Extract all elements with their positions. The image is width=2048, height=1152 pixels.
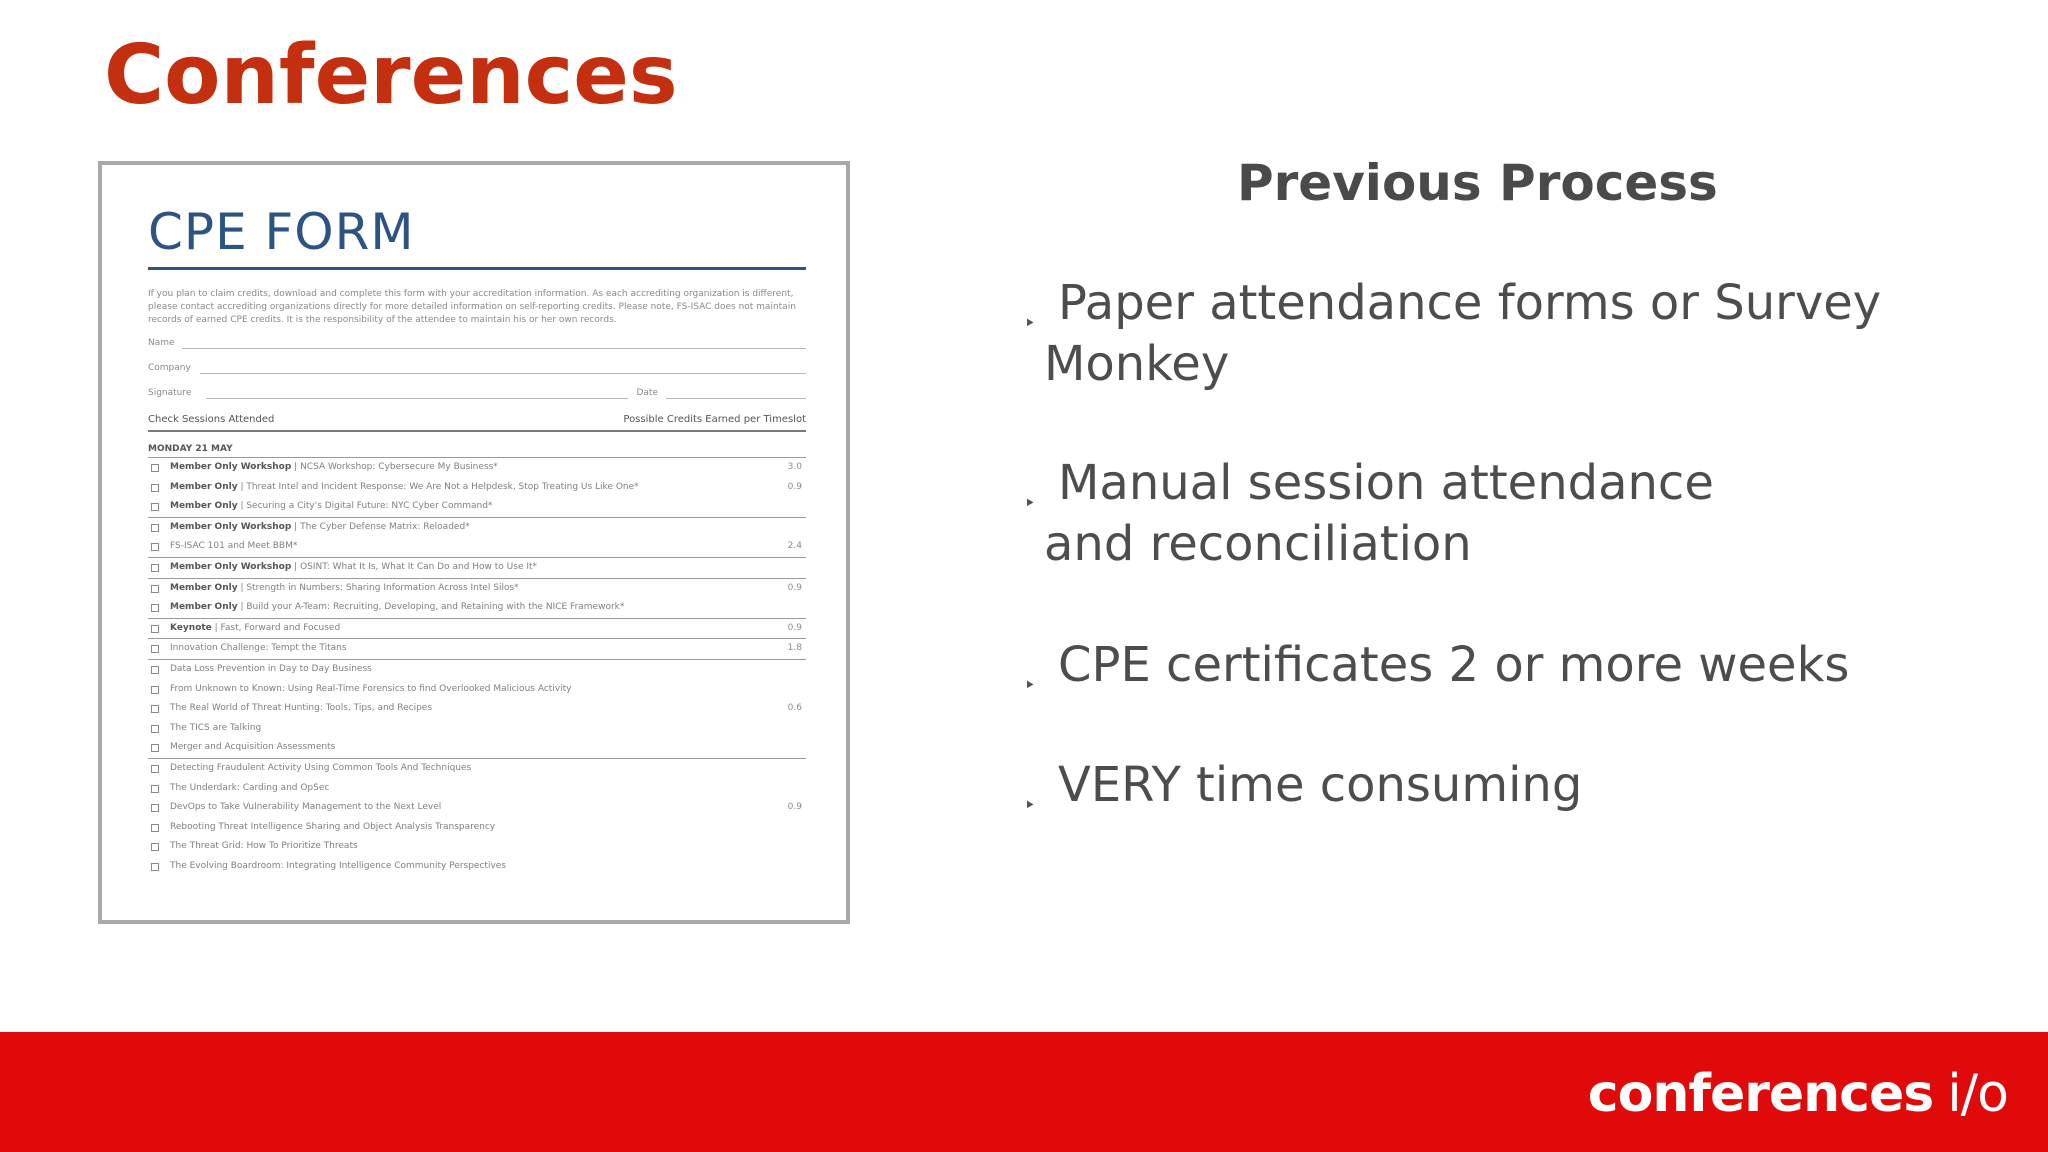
- session-text: | NCSA Workshop: Cybersecure My Business*: [291, 462, 498, 472]
- bullet-marker-icon: ‣: [1024, 793, 1036, 817]
- session-checkbox[interactable]: [151, 503, 159, 511]
- session-checkbox[interactable]: [151, 625, 159, 633]
- session-text: Merger and Acquisition Assessments: [170, 742, 336, 753]
- session-credit: 0.9: [787, 582, 802, 593]
- session-text: Innovation Challenge: Tempt the Titans: [170, 643, 347, 654]
- session-text: | Threat Intel and Incident Response: We Are Not a Helpdesk, Stop Treating Us Like One*: [237, 481, 639, 492]
- session-row: [148, 719, 806, 739]
- session-type: Member Only: [170, 501, 238, 512]
- session-type: Member Only: [170, 582, 238, 593]
- form-title: CPE FORM: [148, 203, 415, 261]
- day-heading: MONDAY 21 MAY: [148, 444, 806, 458]
- session-title: [170, 802, 441, 812]
- session-row: [148, 558, 806, 579]
- form-intro: If you plan to claim credits, download and complete this form with your accreditation information. As each accrediting organization is different, please contact accrediting organizations directly for more detailed information on self-reporting credits. Please note, FS-ISAC does not maintain records of earned CPE credits. It is the responsibility of the attendee to maintain his or her own records.: [148, 289, 796, 325]
- session-row: [148, 619, 806, 640]
- bullet-text: Paper attendance forms or Survey: [1058, 275, 1882, 331]
- session-credit: 0.9: [787, 802, 802, 813]
- session-row: [148, 639, 806, 660]
- session-checkbox[interactable]: [151, 725, 159, 733]
- brand-name: conferences: [1587, 1064, 1934, 1124]
- session-type: Keynote: [170, 622, 212, 633]
- cpe-form-image: [98, 161, 850, 924]
- session-row: [148, 857, 806, 877]
- session-row: [148, 779, 806, 799]
- session-row: [148, 497, 806, 518]
- slide-title: Conferences: [104, 28, 678, 123]
- session-text: Detecting Fraudulent Activity Using Common Tools And Techniques: [170, 762, 472, 773]
- session-checkbox[interactable]: [151, 863, 159, 871]
- session-title: [170, 522, 470, 532]
- session-checkbox[interactable]: [151, 785, 159, 793]
- session-text: The Evolving Boardroom: Integrating Intelligence Community Perspectives: [170, 860, 506, 871]
- session-title: [170, 602, 624, 612]
- date-rule: [666, 398, 806, 399]
- session-checkbox[interactable]: [151, 524, 159, 532]
- session-credit: 1.8: [787, 643, 802, 654]
- session-row: [148, 759, 806, 779]
- session-title: [170, 763, 471, 773]
- form-title-rule: [148, 267, 806, 270]
- session-text: FS-ISAC 101 and Meet BBM*: [170, 541, 298, 552]
- session-text: Data Loss Prevention in Day to Day Business: [170, 663, 372, 674]
- bullet-item: [1024, 755, 1964, 816]
- session-type: Member Only Workshop: [170, 521, 292, 532]
- session-checkbox[interactable]: [151, 666, 159, 674]
- session-credit: 3.0: [787, 462, 802, 472]
- session-row: [148, 598, 806, 619]
- session-title: [170, 583, 519, 593]
- sessions-header: [148, 414, 806, 432]
- session-text: | Securing a City's Digital Future: NYC Cyber Command*: [237, 501, 493, 512]
- session-credit: 2.4: [787, 541, 802, 552]
- session-row: [148, 518, 806, 538]
- session-checkbox[interactable]: [151, 744, 159, 752]
- cpe-form: [148, 203, 806, 876]
- session-checkbox[interactable]: [151, 765, 159, 773]
- session-checkbox[interactable]: [151, 464, 159, 472]
- session-checkbox[interactable]: [151, 543, 159, 551]
- signature-field: [148, 377, 806, 402]
- session-title: [170, 861, 506, 871]
- session-text: The Real World of Threat Hunting: Tools, Tips, and Recipes: [170, 703, 433, 714]
- session-title: [170, 664, 372, 674]
- session-checkbox[interactable]: [151, 824, 159, 832]
- sessions-label: Check Sessions Attended: [148, 414, 275, 425]
- session-title: [170, 462, 498, 472]
- bullet-item: [1024, 635, 1964, 696]
- session-text: | Fast, Forward and Focused: [211, 622, 341, 633]
- name-rule: [182, 348, 806, 349]
- bullet-text-continued: Monkey: [1044, 336, 1230, 392]
- session-type: Member Only: [170, 602, 238, 613]
- session-row: [148, 537, 806, 558]
- session-text: | Build your A-Team: Recruiting, Developing, and Retaining with the NICE Framework*: [237, 602, 625, 613]
- bullet-text: CPE certificates 2 or more weeks: [1058, 637, 1850, 693]
- session-title: [170, 541, 297, 551]
- session-text: From Unknown to Known: Using Real-Time Forensics to find Overlooked Malicious Activity: [170, 683, 572, 694]
- session-title: [170, 643, 347, 653]
- bullet-text: Manual session attendance: [1058, 455, 1714, 511]
- bullet-item: [1024, 273, 1964, 395]
- session-row: [148, 818, 806, 838]
- session-credit: 0.6: [787, 703, 802, 714]
- session-row: [148, 837, 806, 857]
- credits-label: Possible Credits Earned per Timeslot: [623, 414, 806, 425]
- session-type: Member Only Workshop: [170, 462, 292, 472]
- session-row: [148, 579, 806, 599]
- session-text: | The Cyber Defense Matrix: Reloaded*: [291, 521, 470, 532]
- session-title: [170, 742, 335, 752]
- session-text: | Strength in Numbers: Sharing Information Across Intel Silos*: [237, 582, 519, 593]
- footer-bar: [0, 1032, 2048, 1152]
- session-row: [148, 660, 806, 680]
- brand-suffix: i/o: [1947, 1064, 2008, 1124]
- session-row: [148, 458, 806, 478]
- session-credit: 0.9: [787, 622, 802, 633]
- session-checkbox[interactable]: [151, 804, 159, 812]
- session-title: [170, 562, 537, 572]
- bullet-item: [1024, 453, 1964, 575]
- session-title: [170, 501, 492, 511]
- session-list: [148, 458, 806, 876]
- session-row: [148, 699, 806, 719]
- company-field: [148, 352, 806, 377]
- session-text: The Underdark: Carding and OpSec: [170, 782, 330, 793]
- session-row: [148, 478, 806, 498]
- session-checkbox[interactable]: [151, 585, 159, 593]
- session-title: [170, 723, 261, 733]
- session-title: [170, 482, 639, 492]
- session-type: Member Only Workshop: [170, 561, 292, 572]
- bullet-marker-icon: ‣: [1024, 673, 1036, 697]
- session-checkbox[interactable]: [151, 705, 159, 713]
- session-checkbox[interactable]: [151, 564, 159, 572]
- session-row: [148, 680, 806, 700]
- bullet-marker-icon: ‣: [1024, 491, 1036, 515]
- signature-rule: [206, 398, 628, 399]
- session-title: [170, 623, 340, 633]
- section-heading: Previous Process: [1237, 154, 1718, 212]
- company-rule: [200, 373, 806, 374]
- bullet-marker-icon: ‣: [1024, 311, 1036, 335]
- name-label: Name: [148, 338, 175, 348]
- session-text: The TICS are Talking: [170, 722, 262, 733]
- session-checkbox[interactable]: [151, 645, 159, 653]
- session-checkbox[interactable]: [151, 484, 159, 492]
- session-text: Rebooting Threat Intelligence Sharing and Object Analysis Transparency: [170, 821, 496, 832]
- session-title: [170, 703, 432, 713]
- session-checkbox[interactable]: [151, 686, 159, 694]
- company-label: Company: [148, 363, 191, 373]
- session-text: DevOps to Take Vulnerability Management to the Next Level: [170, 802, 442, 813]
- session-type: Member Only: [170, 481, 238, 492]
- session-checkbox[interactable]: [151, 604, 159, 612]
- session-credit: 0.9: [787, 481, 802, 492]
- session-title: [170, 822, 495, 832]
- bullet-text-continued: and reconciliation: [1044, 516, 1472, 572]
- name-field: [148, 327, 806, 352]
- date-label: Date: [636, 388, 658, 398]
- brand-logo: [1588, 1064, 2008, 1124]
- bullet-text: VERY time consuming: [1058, 757, 1583, 813]
- signature-label: Signature: [148, 388, 192, 398]
- session-text: | OSINT: What It Is, What It Can Do and How to Use It*: [291, 561, 538, 572]
- session-title: [170, 783, 329, 793]
- session-title: [170, 841, 358, 851]
- session-row: [148, 738, 806, 759]
- session-title: [170, 684, 571, 694]
- session-text: The Threat Grid: How To Prioritize Threats: [170, 841, 358, 852]
- session-row: [148, 798, 806, 818]
- session-checkbox[interactable]: [151, 843, 159, 851]
